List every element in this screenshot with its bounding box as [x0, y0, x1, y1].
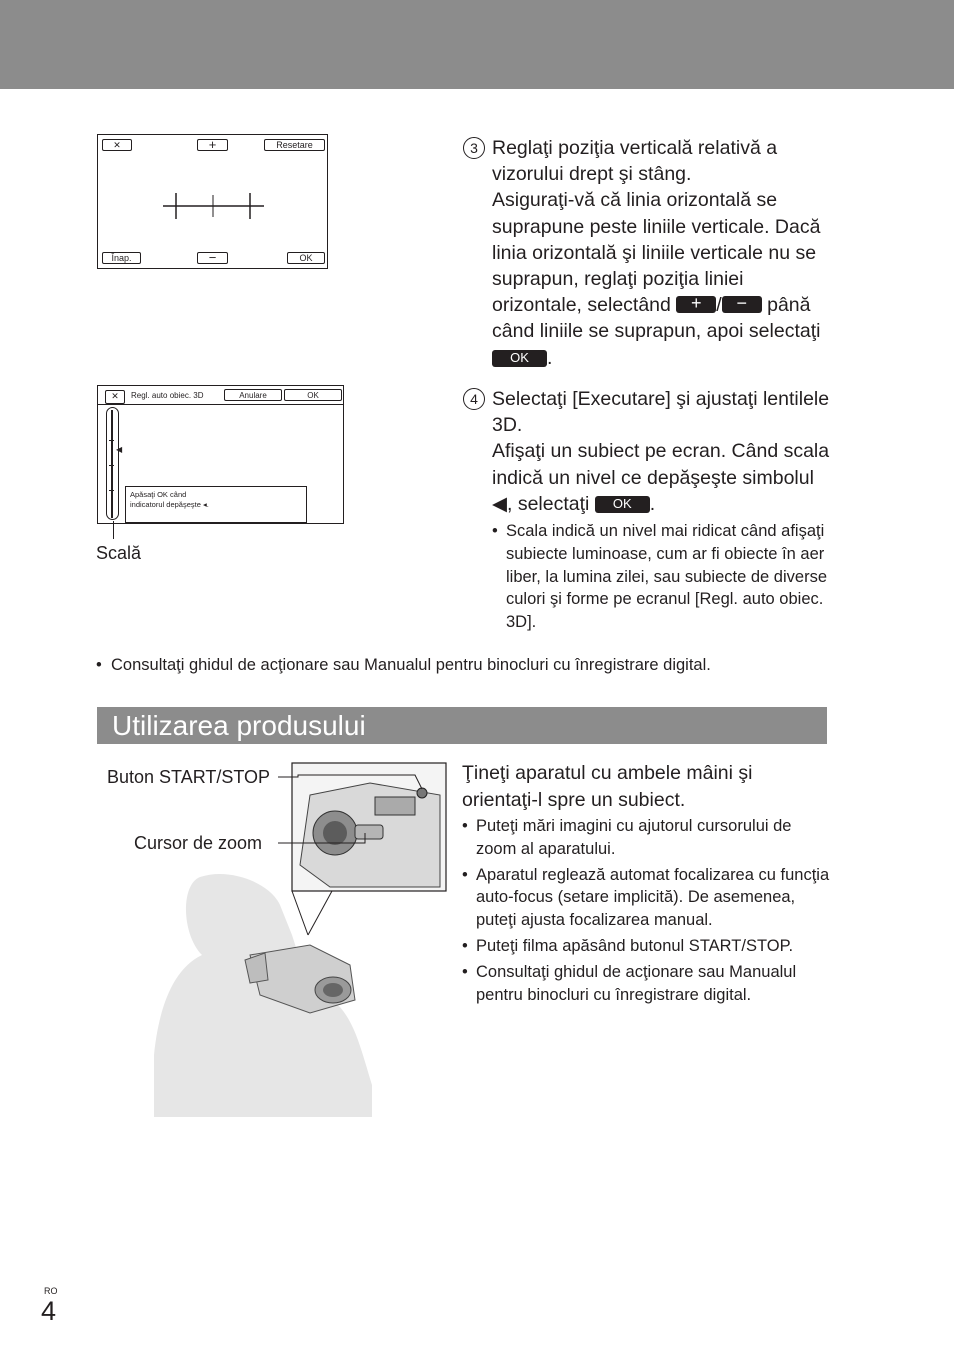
list-item: • Puteţi filma apăsând butonul START/STOP.	[462, 935, 832, 958]
close-icon: ✕	[113, 140, 121, 150]
step-3	[463, 135, 833, 371]
usage-illustration	[140, 755, 460, 1120]
ok-chip: OK	[595, 496, 650, 513]
list-item: • Puteţi mări imagini cu ajutorul cursorului de zoom al aparatului.	[462, 815, 832, 861]
ok-button[interactable]: OK	[284, 389, 342, 401]
alignment-screen	[97, 134, 328, 269]
usage-heading: Ţineţi aparatul cu ambele mâini şi orientaţi-l spre un subiect.	[462, 762, 753, 811]
language-code: RO	[44, 1286, 58, 1296]
scale-leader-line	[113, 521, 114, 539]
close-button[interactable]	[105, 390, 125, 404]
ok-chip: OK	[492, 350, 547, 367]
list-item: • Scala indică un nivel mai ridicat când afişaţi subiecte luminoase, cum ar fi obiecte în aer liber, la lumina zilei, sau subiecte de diverse culori şi forme pe ecranul [Regl. auto obiec. 3D].	[492, 520, 833, 634]
step-body: Asiguraţi-vă că linia orizontală se suprapune peste liniile verticale. Dacă linia orizontală şi liniile verticale nu se suprapun, reglaţi poziţia liniei orizontale, selectând + / − până când liniile se suprapun, apoi selectaţi OK .	[492, 189, 821, 369]
close-icon: ✕	[111, 391, 119, 401]
minus-button[interactable]	[197, 252, 228, 264]
close-button[interactable]	[102, 139, 132, 151]
cancel-button[interactable]: Anulare	[224, 389, 282, 401]
hint-box: Apăsaţi OK când indicatorul depăşeşte ◂.	[125, 486, 307, 523]
step-heading: Reglaţi poziţia verticală relativă a vizorului drept şi stâng.	[492, 137, 778, 186]
header-band	[0, 0, 954, 89]
list-item: • Aparatul reglează automat focalizarea cu funcţia auto-focus (setare implicită). De asemenea, puteţi ajusta focalizarea manual.	[462, 864, 832, 932]
alignment-lines	[158, 191, 268, 221]
threshold-marker-icon: ◀	[116, 445, 123, 454]
usage-bullets	[462, 815, 832, 1006]
step-number: 4	[463, 388, 485, 410]
screen-title: Regl. auto obiec. 3D	[131, 391, 204, 400]
plus-chip: +	[676, 296, 716, 313]
scale-caption: Scală	[96, 543, 142, 563]
section-title: Utilizarea produsului	[97, 707, 827, 744]
auto-adjust-screen	[97, 385, 344, 524]
plus-icon: +	[208, 137, 217, 152]
zoom-slider-label: Cursor de zoom	[134, 833, 263, 853]
reset-button[interactable]: Resetare	[264, 139, 325, 151]
start-stop-button-marker	[417, 788, 427, 798]
general-note: • Consultaţi ghidul de acţionare sau Manualul pentru binocluri cu înregistrare digital.	[96, 654, 711, 676]
step-heading: Selectaţi [Executare] şi ajustaţi lentilele 3D.	[492, 388, 830, 437]
step-body: Afişaţi un subiect pe ecran. Când scala indică un nivel ce depăşeşte simbolul ◀, selectaţi OK .	[492, 440, 830, 515]
ok-button[interactable]: OK	[287, 252, 325, 264]
step-4	[463, 386, 833, 634]
start-stop-label: Buton START/STOP	[107, 767, 271, 787]
list-item: • Consultaţi ghidul de acţionare sau Manualul pentru binocluri cu înregistrare digital.	[462, 961, 832, 1007]
plus-button[interactable]	[197, 139, 228, 151]
step-number: 3	[463, 137, 485, 159]
minus-chip: −	[722, 296, 762, 313]
page-number: 4	[41, 1296, 57, 1326]
back-button[interactable]: Înap.	[102, 252, 141, 264]
step-4-bullets	[463, 520, 833, 634]
minus-icon: −	[208, 250, 217, 265]
